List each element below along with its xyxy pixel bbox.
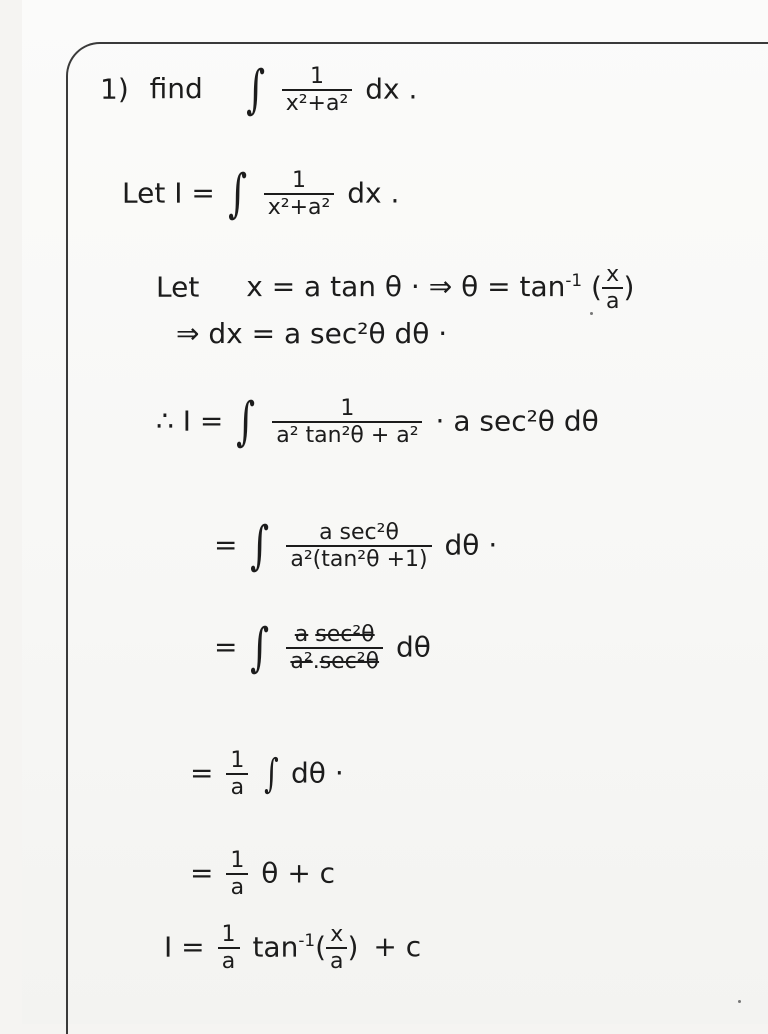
cancelled-a-squared: a² — [290, 649, 313, 675]
differential-expr: ⇒ dx = a sec²θ dθ · — [176, 317, 448, 350]
denominator: a — [605, 289, 620, 315]
denominator: a — [230, 875, 245, 901]
inner-fraction — [326, 922, 347, 975]
fraction — [264, 168, 335, 221]
theta-plus-c: θ + c — [261, 856, 336, 890]
differential-line — [176, 317, 448, 350]
paren-close: ) — [347, 930, 359, 964]
problem-number: 1) — [100, 72, 129, 106]
numerator: 1 — [230, 748, 245, 773]
differential: dθ · — [291, 756, 344, 790]
paren-close: ) — [623, 270, 635, 304]
simplified-line — [190, 748, 344, 801]
inverse-superscript: -1 — [565, 269, 583, 290]
cancelled-a: a — [294, 622, 309, 647]
integral-sign: ∫ — [250, 618, 270, 679]
cancel-line — [214, 618, 431, 679]
constant: + c — [373, 930, 422, 964]
final-answer-line — [164, 922, 421, 975]
numerator: a sec²θ — [319, 520, 399, 545]
differential: dθ — [395, 630, 431, 664]
differential: dθ · — [444, 528, 498, 562]
numerator: 1 — [310, 64, 324, 89]
problem-verb: find — [149, 72, 203, 106]
denominator: a — [330, 949, 344, 975]
arctan-word: tan — [252, 930, 299, 964]
numerator: 1 — [292, 168, 307, 193]
denominator: x²+a² — [285, 91, 349, 117]
substitution-line — [156, 262, 634, 315]
therefore-prefix: ∴ I = — [156, 404, 224, 438]
substitution-expr: x = a tan θ · ⇒ θ = tan — [246, 270, 566, 304]
fraction — [226, 848, 248, 901]
denominator: a — [221, 949, 236, 975]
multiplier: · a sec²θ dθ — [435, 404, 599, 438]
fraction — [282, 64, 353, 117]
equals-sign: = — [190, 756, 214, 790]
cancelled-sec: sec²θ — [315, 622, 375, 647]
fraction — [226, 748, 248, 801]
paren-open: ( — [591, 270, 602, 304]
substituted-integral-line — [156, 392, 599, 453]
integral-sign: ∫ — [236, 392, 256, 453]
paren-open: ( — [315, 930, 326, 964]
denominator: a² tan²θ + a² — [276, 423, 419, 449]
differential: dx . — [347, 176, 400, 210]
fraction — [286, 622, 383, 675]
numerator: x — [330, 922, 344, 947]
numerator: 1 — [230, 848, 245, 873]
integrated-line — [190, 848, 335, 901]
fraction — [602, 262, 623, 315]
problem-line — [100, 60, 418, 121]
integral-sign: ∫ — [245, 60, 265, 121]
fraction — [272, 396, 422, 449]
fraction — [218, 922, 240, 975]
cancelled-sec: sec²θ — [319, 649, 380, 675]
paper-speck — [590, 312, 593, 315]
numerator: x — [606, 262, 620, 287]
let-word: Let — [156, 270, 200, 304]
definition-line — [122, 164, 400, 225]
denominator: a — [230, 775, 245, 801]
denominator: a²(tan²θ +1) — [290, 547, 428, 573]
denominator: x²+a² — [267, 195, 331, 221]
numerator — [291, 622, 379, 647]
equals-sign: = — [214, 528, 238, 562]
differential: dx . — [365, 72, 418, 106]
paper-speck — [738, 1000, 741, 1003]
numerator: 1 — [221, 922, 236, 947]
equals-sign: = — [190, 856, 214, 890]
numerator: 1 — [340, 396, 355, 421]
equals-sign: = — [214, 630, 238, 664]
fraction — [286, 520, 431, 573]
dot: . — [312, 649, 320, 675]
let-prefix: Let I = — [122, 176, 215, 210]
inverse-superscript: -1 — [298, 929, 316, 950]
factored-line — [214, 516, 498, 577]
integral-sign: ∫ — [264, 751, 279, 798]
answer-prefix: I = — [164, 930, 205, 964]
integral-sign: ∫ — [250, 516, 270, 577]
integral-sign: ∫ — [227, 164, 247, 225]
denominator — [286, 649, 383, 674]
